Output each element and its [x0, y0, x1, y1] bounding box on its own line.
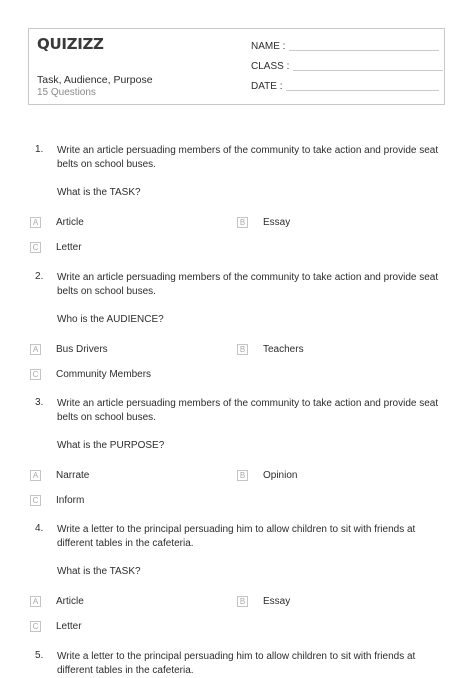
question-number: 1. [35, 144, 44, 155]
date-line [286, 90, 439, 91]
question-prompt: What is the PURPOSE? [57, 440, 165, 451]
question-text: Write a letter to the principal persuading him to allow children to sit with friends at different tables in the cafeteria. [57, 524, 416, 549]
name-field[interactable] [251, 41, 439, 52]
worksheet-header [28, 28, 445, 105]
question-number: 4. [35, 523, 44, 534]
question-number: 5. [35, 650, 44, 661]
option-a[interactable] [30, 344, 108, 355]
option-letter: A [30, 217, 41, 228]
option-letter: A [30, 596, 41, 607]
option-letter: B [237, 470, 248, 481]
date-label: DATE : [251, 81, 283, 92]
option-a[interactable] [30, 217, 84, 228]
option-text: Letter [56, 621, 82, 632]
option-letter: A [30, 344, 41, 355]
option-letter: C [30, 369, 41, 380]
option-a[interactable] [30, 596, 84, 607]
date-field[interactable] [251, 81, 439, 92]
question-text: Write an article persuading members of the community to take action and provide seat belts on school buses. [57, 272, 439, 297]
question-count: 15 Questions [37, 87, 96, 98]
option-c[interactable] [30, 495, 84, 506]
class-field[interactable] [251, 61, 443, 72]
option-text: Bus Drivers [56, 344, 108, 355]
option-c[interactable] [30, 369, 151, 380]
option-c[interactable] [30, 242, 82, 253]
question-number: 2. [35, 271, 44, 282]
option-text: Essay [263, 217, 291, 228]
option-text: Letter [56, 242, 82, 253]
question-number: 3. [35, 397, 44, 408]
option-text: Inform [56, 495, 85, 506]
class-label: CLASS : [251, 61, 290, 72]
option-letter: B [237, 344, 248, 355]
option-letter: C [30, 495, 41, 506]
name-line [289, 50, 439, 51]
class-line [293, 70, 443, 71]
option-text: Article [56, 596, 84, 607]
option-text: Narrate [56, 470, 90, 481]
option-text: Community Members [56, 369, 152, 380]
option-letter: B [237, 217, 248, 228]
option-a[interactable] [30, 470, 89, 481]
question-prompt: Who is the AUDIENCE? [57, 314, 164, 325]
option-b[interactable] [237, 217, 290, 228]
question-text: Write an article persuading members of the community to take action and provide seat belts on school buses. [57, 145, 439, 170]
option-letter: B [237, 596, 248, 607]
question-text: Write a letter to the principal persuading him to allow children to sit with friends at different tables in the cafeteria. [57, 651, 416, 676]
question-5 [0, 650, 474, 676]
quizizz-logo: QUIZIZZ [37, 35, 104, 53]
option-b[interactable] [237, 470, 297, 481]
option-text: Essay [263, 596, 291, 607]
option-c[interactable] [30, 621, 82, 632]
option-text: Teachers [263, 344, 304, 355]
worksheet-title: Task, Audience, Purpose [37, 74, 153, 86]
option-b[interactable] [237, 596, 290, 607]
option-text: Opinion [263, 470, 298, 481]
option-letter: C [30, 621, 41, 632]
option-letter: A [30, 470, 41, 481]
option-text: Article [56, 217, 84, 228]
option-letter: C [30, 242, 41, 253]
question-text: Write an article persuading members of the community to take action and provide seat belts on school buses. [57, 398, 439, 423]
option-b[interactable] [237, 344, 304, 355]
question-prompt: What is the TASK? [57, 566, 141, 577]
name-label: NAME : [251, 41, 286, 52]
question-prompt: What is the TASK? [57, 187, 141, 198]
